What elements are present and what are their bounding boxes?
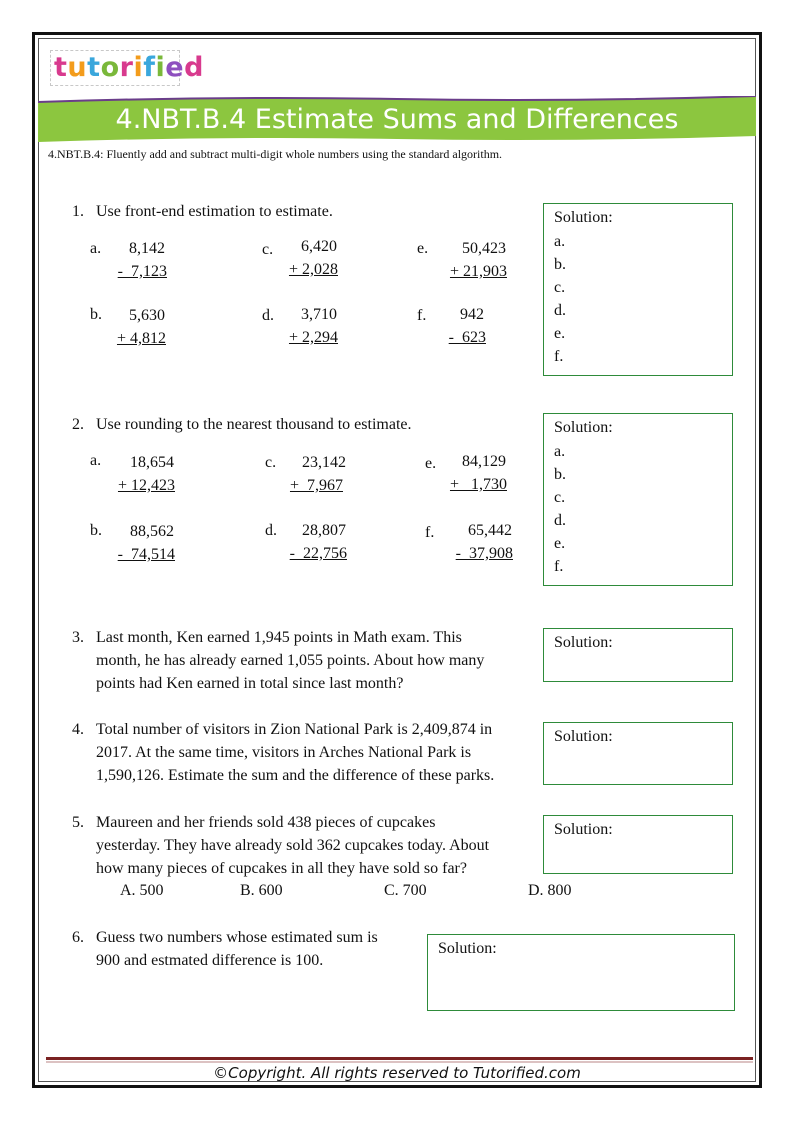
logo-letter: r [119, 52, 134, 83]
q1-item-e-top: 50,423 [462, 240, 506, 257]
question-2-text: Use rounding to the nearest thousand to estimate. [96, 416, 412, 433]
copyright-footer: ©Copyright. All rights reserved to Tutorified.com [213, 1064, 581, 1082]
question-6-number: 6. [72, 929, 84, 946]
q2-item-e-bottom: + 1,730 [449, 476, 507, 493]
q2-item-e-top: 84,129 [462, 453, 506, 470]
question-3-text [96, 626, 484, 695]
q1-item-e-bottom: + 21,903 [449, 263, 507, 280]
q2-item-c-label: c. [265, 454, 277, 471]
title-banner [38, 96, 756, 142]
question-4-line: Total number of visitors in Zion National Park is 2,409,874 in [96, 721, 493, 738]
question-1-number: 1. [72, 203, 84, 220]
logo-letter: d [184, 52, 204, 83]
q1-solution-label-b: b. [554, 256, 566, 273]
q1-item-a-top: 8,142 [129, 240, 165, 257]
q1-item-d-top: 3,710 [301, 306, 337, 323]
q2-item-a-top: 18,654 [130, 454, 174, 471]
q1-solution-label-a: a. [554, 233, 566, 250]
q2-solution-label-b: b. [554, 466, 566, 483]
question-6-line: Guess two numbers whose estimated sum is [96, 929, 378, 946]
question-4-number: 4. [72, 721, 84, 738]
q1-item-c-bottom: + 2,028 [288, 261, 338, 278]
q1-item-e-label: e. [417, 240, 429, 257]
question-5-number: 5. [72, 814, 84, 831]
q1-solution-label-f: f. [554, 348, 564, 365]
q5-choice-d[interactable]: D. 800 [528, 882, 572, 899]
q1-item-f-bottom: - 623 [448, 329, 486, 346]
q1-item-f-label: f. [417, 307, 427, 324]
question-6-line: 900 and estmated difference is 100. [96, 952, 324, 969]
logo-letter: i [133, 52, 144, 83]
standard-description: 4.NBT.B.4: Fluently add and subtract multi-digit whole numbers using the standard algorithm. [48, 147, 503, 161]
q2-item-d-top: 28,807 [302, 522, 346, 539]
q2-item-e-label: e. [425, 455, 437, 472]
q2-solution-label-a: a. [554, 443, 566, 460]
q2-item-f-bottom: - 37,908 [455, 545, 513, 562]
q3-solution-box[interactable] [543, 628, 733, 682]
q2-item-c-bottom: + 7,967 [289, 477, 343, 494]
question-4-line: 1,590,126. Estimate the sum and the difference of these parks. [96, 767, 495, 784]
logo-letter: i [155, 52, 166, 83]
logo-letter: t [87, 52, 101, 83]
question-3-line: month, he has already earned 1,055 points. About how many [96, 652, 485, 669]
q2-item-c-top: 23,142 [302, 454, 346, 471]
q2-solution-heading: Solution: [554, 419, 613, 436]
question-5-line: Maureen and her friends sold 438 pieces of cupcakes [96, 814, 436, 831]
q1-item-a-label: a. [90, 240, 102, 257]
question-4-line: 2017. At the same time, visitors in Arches National Park is [96, 744, 472, 761]
question-3-line: points had Ken earned in total since last month? [96, 675, 404, 692]
q1-solution-label-e: e. [554, 325, 566, 342]
q2-item-f-label: f. [425, 524, 435, 541]
q5-solution-box[interactable] [543, 815, 733, 874]
q2-item-a-bottom: + 12,423 [117, 477, 175, 494]
q1-solution-label-c: c. [554, 279, 566, 296]
question-6-text [96, 926, 378, 972]
q1-item-c-top: 6,420 [301, 238, 337, 255]
q2-solution-label-f: f. [554, 558, 564, 575]
q1-item-f-top: 942 [460, 306, 484, 323]
footer-divider [46, 1057, 753, 1063]
q2-item-f-top: 65,442 [468, 522, 512, 539]
q2-item-d-label: d. [265, 522, 277, 539]
q6-solution-heading: Solution: [438, 940, 497, 957]
q1-solution-heading: Solution: [554, 209, 613, 226]
logo-letter: f [143, 52, 156, 83]
question-3-number: 3. [72, 629, 84, 646]
logo-letter: u [67, 52, 88, 83]
q5-choice-b[interactable]: B. 600 [240, 882, 283, 899]
q2-solution-label-d: d. [554, 512, 566, 529]
logo-letter: t [54, 52, 68, 83]
q1-solution-box[interactable] [543, 203, 733, 376]
q4-solution-box[interactable] [543, 722, 733, 785]
tutorified-logo [50, 50, 204, 86]
q3-solution-heading: Solution: [554, 634, 613, 651]
q2-item-a-label: a. [90, 452, 102, 469]
q2-item-b-bottom: - 74,514 [117, 546, 175, 563]
question-4-text [96, 718, 494, 787]
q6-solution-box[interactable] [427, 934, 735, 1011]
question-1-text: Use front-end estimation to estimate. [96, 203, 333, 220]
question-5-line: how many pieces of cupcakes in all they have sold so far? [96, 860, 467, 877]
q2-solution-label-e: e. [554, 535, 566, 552]
q4-solution-heading: Solution: [554, 728, 613, 745]
q2-solution-label-c: c. [554, 489, 566, 506]
q2-item-b-top: 88,562 [130, 523, 174, 540]
question-3-line: Last month, Ken earned 1,945 points in Math exam. This [96, 629, 462, 646]
q1-item-b-bottom: + 4,812 [116, 330, 166, 347]
q1-item-b-label: b. [90, 306, 102, 323]
question-5-text [96, 811, 489, 880]
q1-item-c-label: c. [262, 241, 274, 258]
q1-item-d-bottom: + 2,294 [288, 329, 338, 346]
q2-item-d-bottom: - 22,756 [289, 545, 347, 562]
q1-item-d-label: d. [262, 307, 274, 324]
page-title: 4.NBT.B.4 Estimate Sums and Differences [115, 104, 679, 135]
q5-choice-a[interactable]: A. 500 [120, 882, 164, 899]
q1-item-a-bottom: - 7,123 [117, 263, 167, 280]
q5-solution-heading: Solution: [554, 821, 613, 838]
question-2-number: 2. [72, 416, 84, 433]
q1-item-b-top: 5,630 [129, 307, 165, 324]
q5-choice-c[interactable]: C. 700 [384, 882, 427, 899]
logo-letter: e [165, 52, 185, 83]
question-5-line: yesterday. They have already sold 362 cupcakes today. About [96, 837, 490, 854]
q2-solution-box[interactable] [543, 413, 733, 586]
q2-item-b-label: b. [90, 522, 102, 539]
logo-letter: o [100, 52, 120, 83]
q1-solution-label-d: d. [554, 302, 566, 319]
